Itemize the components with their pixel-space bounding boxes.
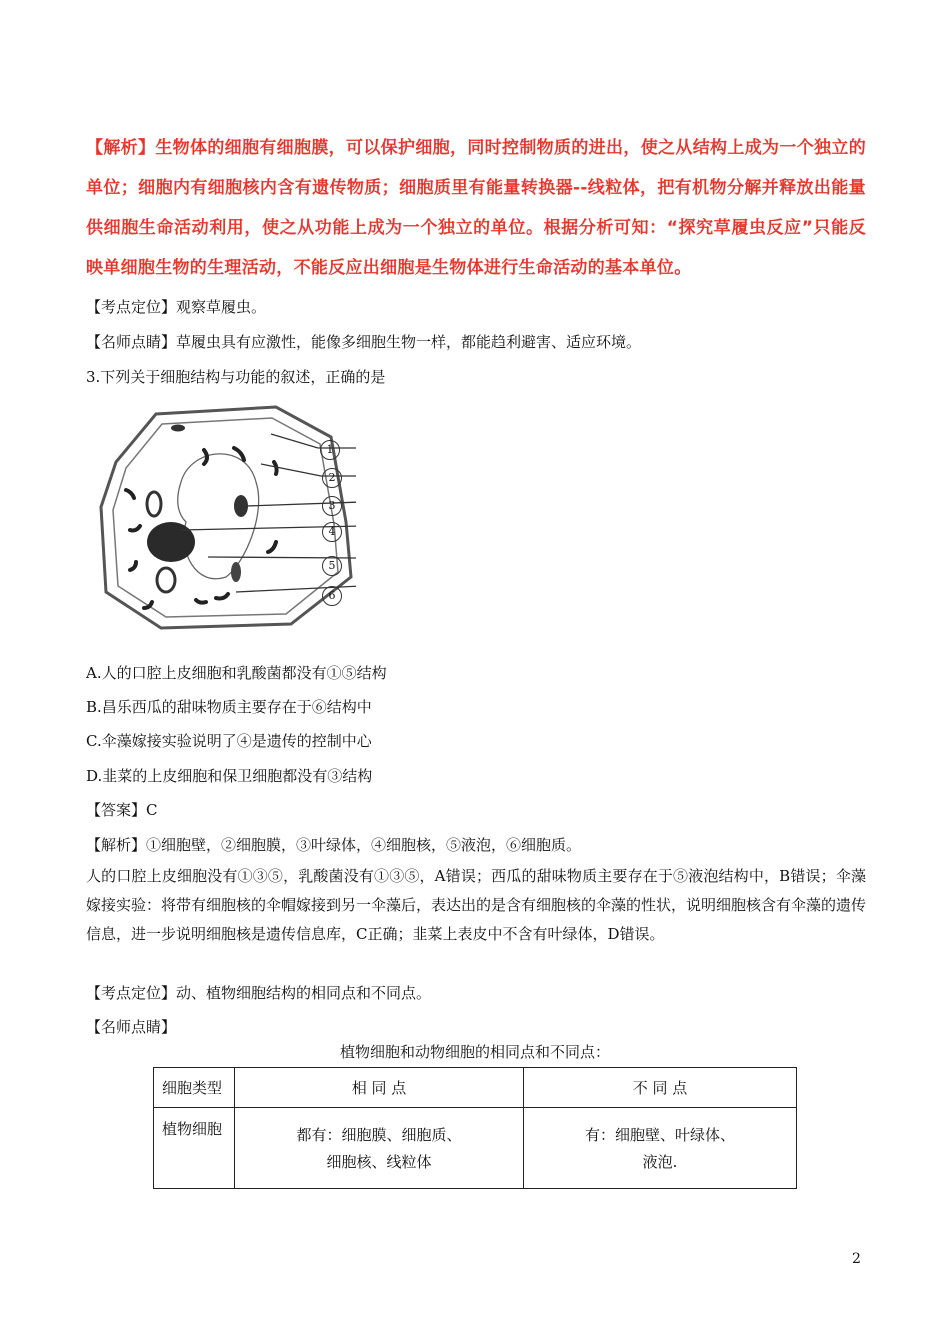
organelle-shape bbox=[274, 462, 277, 474]
table-cell-same-line1: 都有：细胞膜、细胞质、 bbox=[296, 1126, 462, 1144]
table-cell-same bbox=[235, 1108, 524, 1189]
table-cell-diff bbox=[524, 1108, 797, 1189]
organelle-shape bbox=[231, 562, 241, 582]
leader-line-1 bbox=[271, 434, 318, 448]
table-header-row bbox=[154, 1068, 797, 1108]
kaodian-line-2: 【考点定位】动、植物细胞结构的相同点和不同点。 bbox=[86, 984, 432, 1002]
analysis-red-paragraph: 【解析】生物体的细胞有细胞膜，可以保护细胞，同时控制物质的进出，使之从结构上成为一个独立的单位；细胞内有细胞核内含有遗传物质；细胞质里有能量转换器--线粒体，把有机物分解并释放出能量供细胞生命活动利用，使之从功能上成为一个独立的单位。根据分析可知：“探究草履虫反应”只能反映单细胞生物的生理活动，不能反应出细胞是生物体进行生命活动的基本单位。 bbox=[86, 138, 866, 278]
table-row bbox=[154, 1108, 797, 1189]
mingshi-line-1: 【名师点睛】草履虫具有应激性，能像多细胞生物一样，都能趋利避害、适应环境。 bbox=[86, 333, 642, 351]
page-number: 2 bbox=[852, 1251, 861, 1267]
vacuole-outline bbox=[178, 454, 259, 579]
table-cell-diff-line1: 有：细胞壁、叶绿体、 bbox=[584, 1126, 735, 1144]
table-header-cell: 不 同 点 bbox=[524, 1068, 797, 1108]
option-a: A.人的口腔上皮细胞和乳酸菌都没有①⑤结构 bbox=[86, 664, 387, 682]
answer-line: 【答案】C bbox=[86, 801, 158, 819]
figure-label-3: 3 bbox=[322, 496, 342, 516]
kaodian-line-1: 【考点定位】观察草履虫。 bbox=[86, 298, 267, 316]
organelle-shape bbox=[126, 490, 134, 498]
organelle-shape bbox=[130, 526, 140, 531]
leader-line-2 bbox=[261, 464, 321, 476]
organelle-shape bbox=[268, 542, 276, 552]
table-cell-type: 植物细胞 bbox=[154, 1108, 235, 1189]
table-header-cell: 细胞类型 bbox=[154, 1068, 235, 1108]
figure-label-4: 4 bbox=[322, 522, 342, 542]
analysis-line-1: 【解析】①细胞壁，②细胞膜，③叶绿体，④细胞核，⑤液泡，⑥细胞质。 bbox=[86, 836, 582, 854]
cell-membrane-outline bbox=[113, 418, 338, 617]
figure-label-6: 6 bbox=[322, 586, 342, 606]
table-header-cell: 相 同 点 bbox=[235, 1068, 524, 1108]
option-d: D.韭菜的上皮细胞和保卫细胞都没有③结构 bbox=[86, 767, 373, 785]
table-cell-diff-line2: 液泡. bbox=[642, 1153, 678, 1171]
figure-label-5: 5 bbox=[322, 556, 342, 576]
table-caption: 植物细胞和动物细胞的相同点和不同点： bbox=[339, 1043, 610, 1061]
organelle-shape bbox=[216, 594, 228, 599]
organelle-shape bbox=[130, 562, 136, 570]
option-c: C.伞藻嫁接实验说明了④是遗传的控制中心 bbox=[86, 732, 372, 750]
figure-label-2: 2 bbox=[322, 468, 342, 488]
option-b: B.昌乐西瓜的甜味物质主要存在于⑥结构中 bbox=[86, 698, 372, 716]
analysis-paragraph-2: 人的口腔上皮细胞没有①③⑤，乳酸菌没有①③⑤，A错误；西瓜的甜味物质主要存在于⑤液泡结构中，B错误；伞藻嫁接实验：将带有细胞核的伞帽嫁接到另一伞藻后，表达出的是含有细胞核的伞藻的性状，说明细胞核含有伞藻的遗传信息，进一步说明细胞核是遗传信息库，C正确；韭菜上表皮中不含有叶绿体，D错误。 bbox=[86, 867, 867, 943]
table-cell-same-line2: 细胞核、线粒体 bbox=[326, 1153, 432, 1171]
mingshi-line-2: 【名师点睛】 bbox=[86, 1018, 177, 1036]
figure-label-column bbox=[318, 438, 348, 606]
organelle-shape bbox=[147, 492, 161, 516]
nucleus-shape bbox=[147, 522, 195, 562]
figure-label-1: 1 bbox=[320, 440, 340, 460]
chloroplast-shape bbox=[234, 495, 248, 517]
comparison-table bbox=[153, 1067, 797, 1189]
question-3: 3.下列关于细胞结构与功能的叙述，正确的是 bbox=[86, 368, 386, 386]
organelle-shape bbox=[171, 425, 185, 432]
plant-cell-diagram bbox=[96, 402, 356, 630]
organelle-shape bbox=[157, 568, 175, 592]
organelle-shape bbox=[196, 600, 206, 603]
